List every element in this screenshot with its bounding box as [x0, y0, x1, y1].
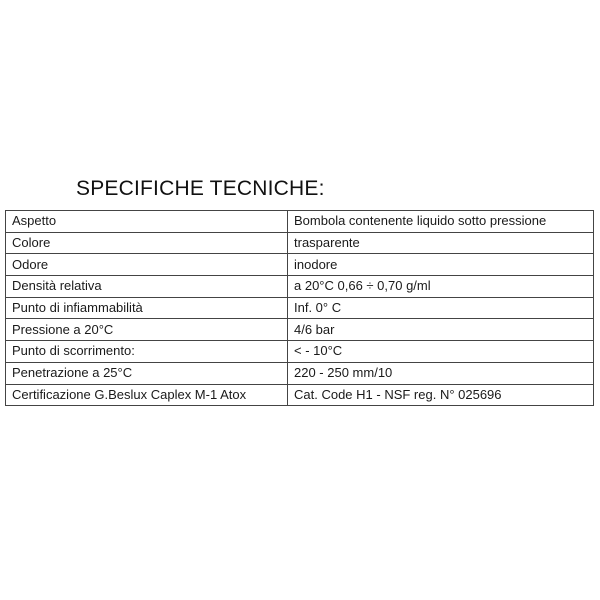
spec-label: Densità relativa [6, 276, 288, 298]
page-title: SPECIFICHE TECNICHE: [76, 177, 325, 200]
spec-label: Punto di scorrimento: [6, 341, 288, 363]
spec-value: Inf. 0° C [288, 297, 594, 319]
table-row [6, 276, 594, 298]
spec-value: trasparente [288, 232, 594, 254]
spec-label: Pressione a 20°C [6, 319, 288, 341]
spec-value: Cat. Code H1 - NSF reg. N° 025696 [288, 384, 594, 406]
table-row [6, 341, 594, 363]
table-row [6, 232, 594, 254]
spec-value: 220 - 250 mm/10 [288, 362, 594, 384]
spec-label: Penetrazione a 25°C [6, 362, 288, 384]
table-row [6, 362, 594, 384]
table-row [6, 254, 594, 276]
table-row [6, 384, 594, 406]
spec-label: Aspetto [6, 211, 288, 233]
spec-value: < - 10°C [288, 341, 594, 363]
spec-label: Colore [6, 232, 288, 254]
spec-value: inodore [288, 254, 594, 276]
table-row [6, 211, 594, 233]
specs-table [5, 210, 594, 406]
spec-value: a 20°C 0,66 ÷ 0,70 g/ml [288, 276, 594, 298]
spec-value: 4/6 bar [288, 319, 594, 341]
table-row [6, 319, 594, 341]
table-row [6, 297, 594, 319]
spec-label: Punto di infiammabilità [6, 297, 288, 319]
spec-label: Certificazione G.Beslux Caplex M-1 Atox [6, 384, 288, 406]
spec-value: Bombola contenente liquido sotto pressione [288, 211, 594, 233]
spec-label: Odore [6, 254, 288, 276]
